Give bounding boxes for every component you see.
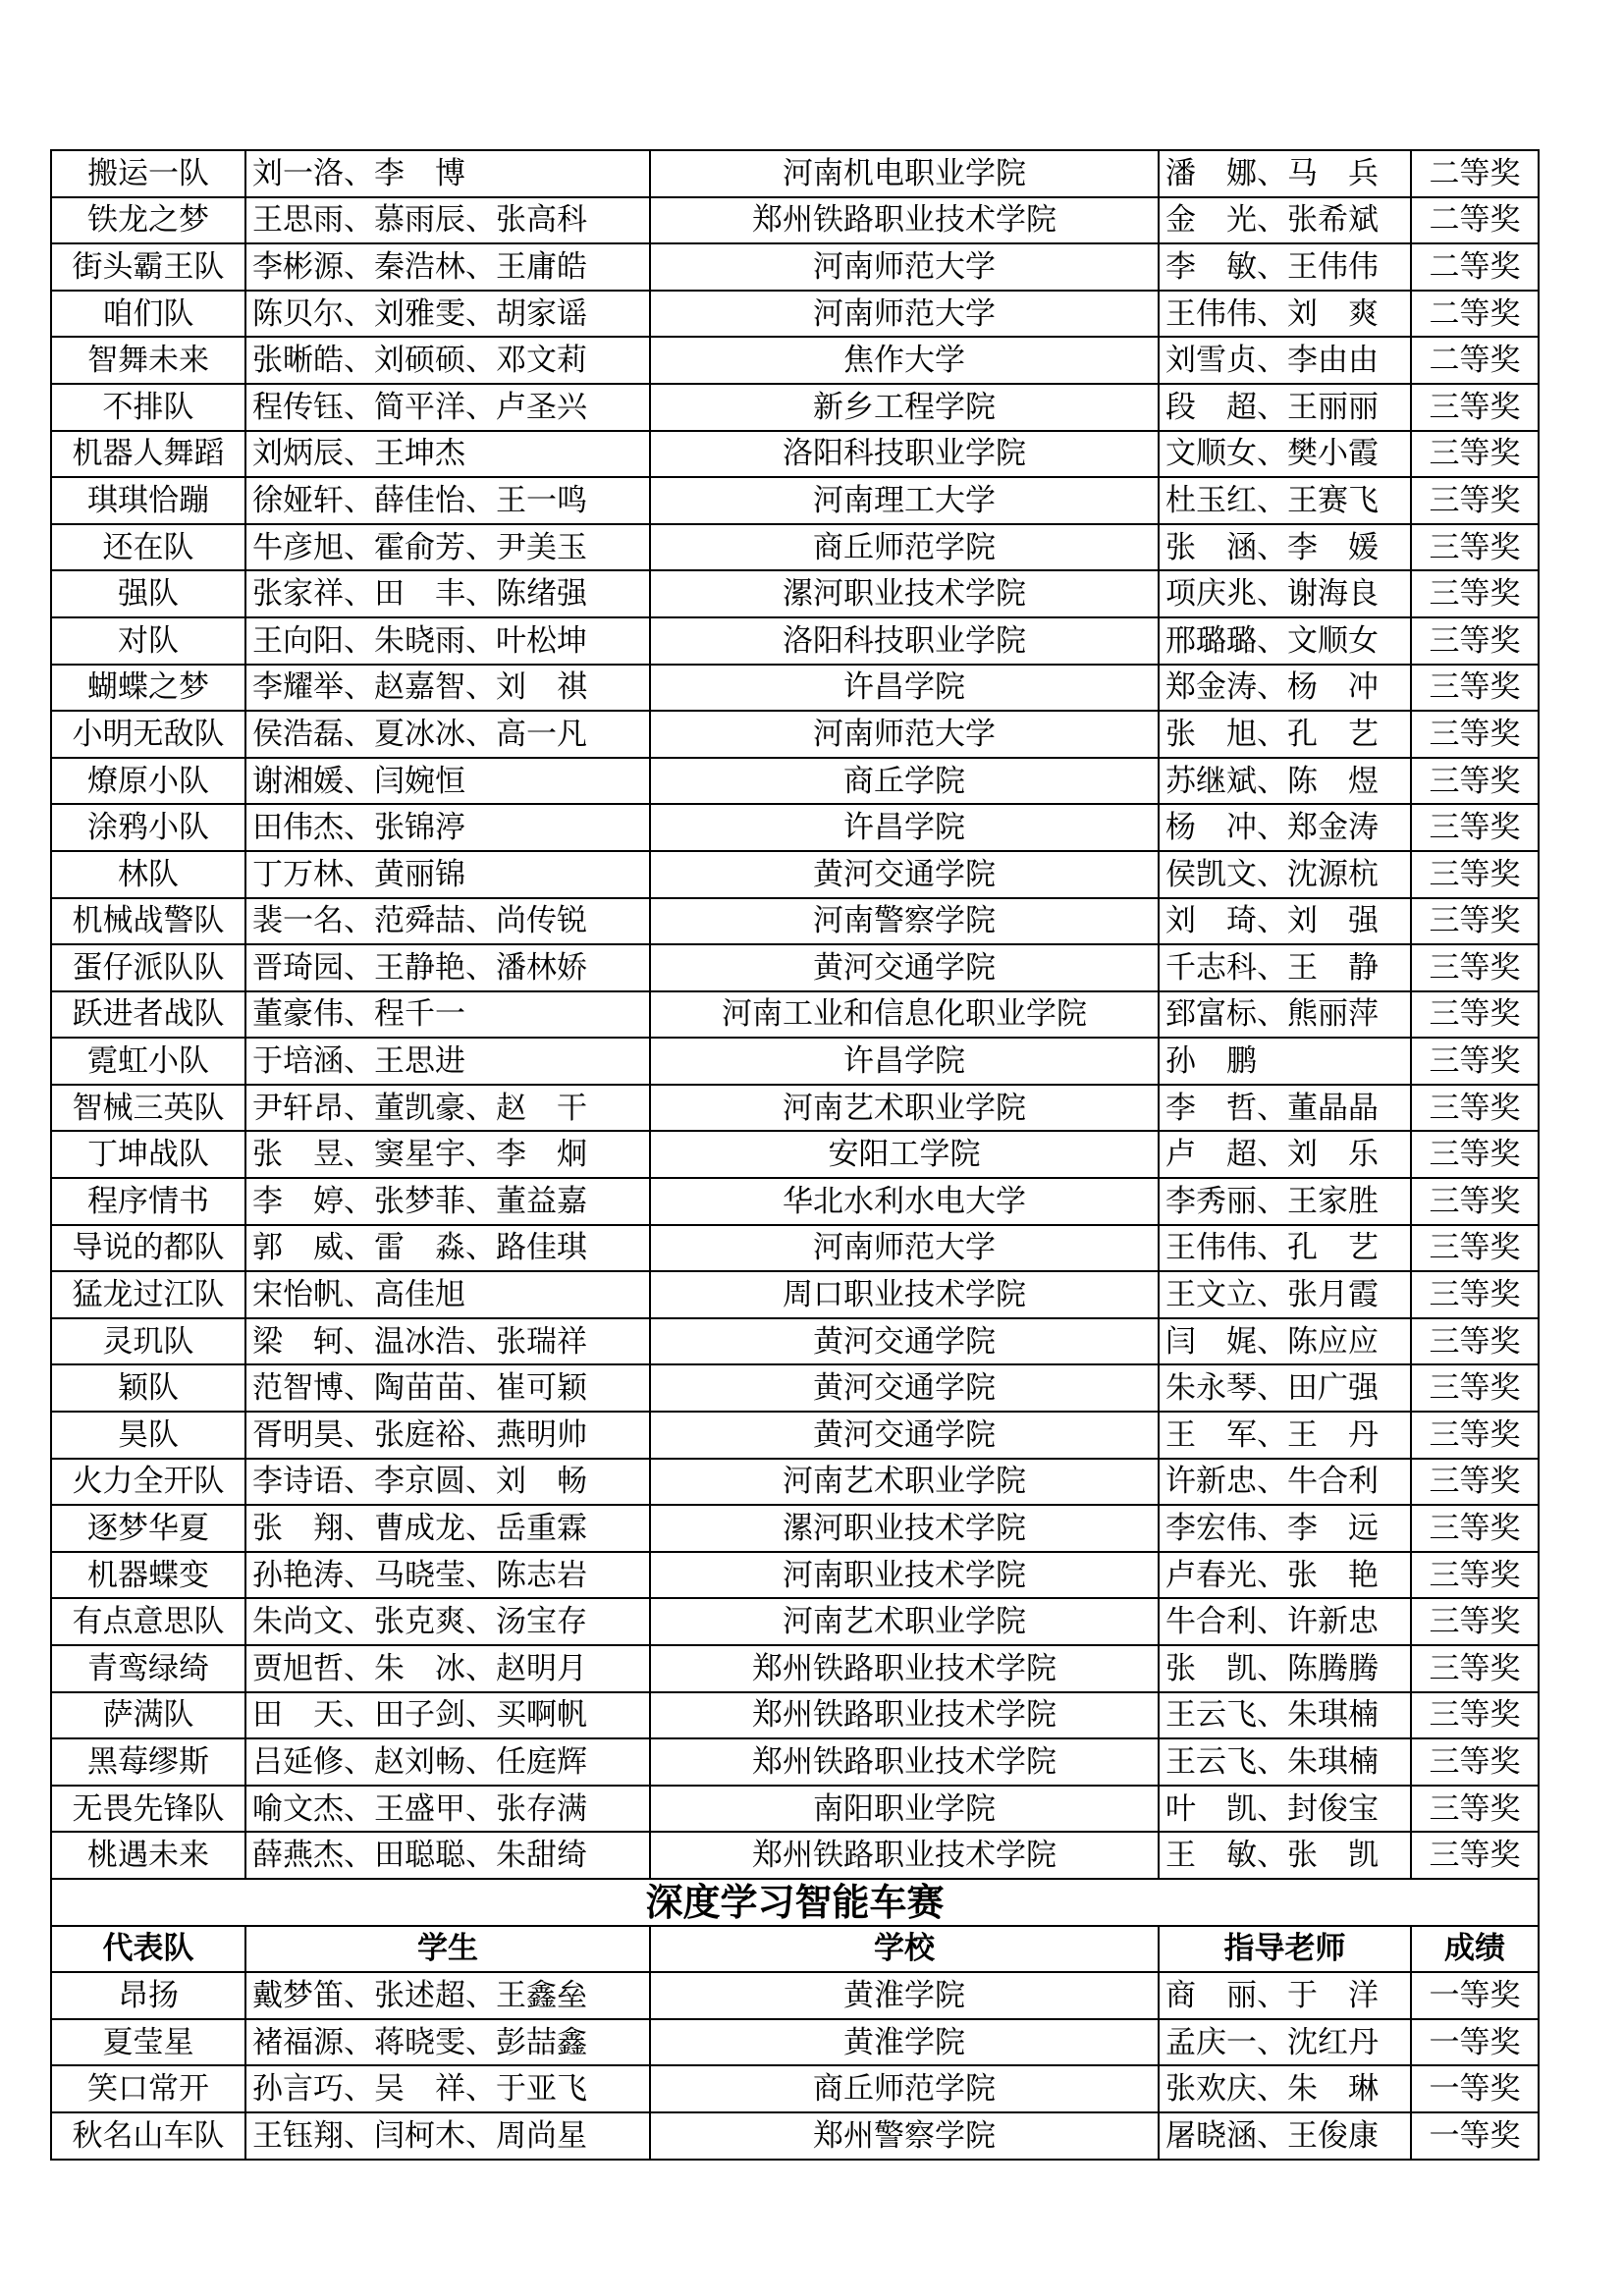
- cell-team: 霓虹小队: [51, 1038, 245, 1085]
- cell-teachers: 王伟伟、刘 爽: [1159, 291, 1411, 338]
- cell-students: 戴梦笛、张述超、王鑫垒: [245, 1972, 650, 2019]
- cell-award: 三等奖: [1411, 1598, 1539, 1645]
- table-row: [51, 431, 1539, 478]
- cell-teachers: 屠晓涵、王俊康: [1159, 2112, 1411, 2160]
- cell-students: 朱尚文、张克爽、汤宝存: [245, 1598, 650, 1645]
- header-students: 学生: [245, 1926, 650, 1973]
- cell-school: 河南警察学院: [650, 898, 1159, 945]
- cell-teachers: 郑金涛、杨 冲: [1159, 665, 1411, 712]
- cell-award: 三等奖: [1411, 1832, 1539, 1879]
- cell-award: 三等奖: [1411, 524, 1539, 571]
- cell-award: 三等奖: [1411, 617, 1539, 665]
- cell-team: 燎原小队: [51, 758, 245, 805]
- cell-team: 火力全开队: [51, 1459, 245, 1506]
- cell-teachers: 卢春光、张 艳: [1159, 1552, 1411, 1599]
- table-row: [51, 477, 1539, 524]
- cell-team: 程序情书: [51, 1178, 245, 1225]
- cell-school: 商丘学院: [650, 758, 1159, 805]
- cell-award: 二等奖: [1411, 243, 1539, 291]
- cell-students: 董豪伟、程千一: [245, 991, 650, 1039]
- table-row: [51, 291, 1539, 338]
- cell-school: 郑州铁路职业技术学院: [650, 1645, 1159, 1692]
- cell-award: 三等奖: [1411, 1738, 1539, 1786]
- cell-teachers: 王文立、张月霞: [1159, 1271, 1411, 1318]
- table-row: [51, 1505, 1539, 1552]
- table-row: [51, 665, 1539, 712]
- cell-school: 河南艺术职业学院: [650, 1085, 1159, 1132]
- cell-team: 萨满队: [51, 1692, 245, 1739]
- cell-team: 桃遇未来: [51, 1832, 245, 1879]
- cell-school: 河南师范大学: [650, 291, 1159, 338]
- cell-school: 郑州铁路职业技术学院: [650, 1692, 1159, 1739]
- cell-teachers: 刘雪贞、李由由: [1159, 337, 1411, 384]
- cell-team: 蝴蝶之梦: [51, 665, 245, 712]
- table-row: [51, 1459, 1539, 1506]
- cell-students: 于培涵、王思进: [245, 1038, 650, 1085]
- cell-team: 逐梦华夏: [51, 1505, 245, 1552]
- cell-teachers: 叶 凯、封俊宝: [1159, 1786, 1411, 1833]
- cell-school: 郑州铁路职业技术学院: [650, 1738, 1159, 1786]
- table-row: [51, 804, 1539, 851]
- cell-students: 李 婷、张梦菲、董益嘉: [245, 1178, 650, 1225]
- section-title: 深度学习智能车赛: [51, 1879, 1539, 1926]
- cell-students: 孙艳涛、马晓莹、陈志岩: [245, 1552, 650, 1599]
- cell-school: 黄河交通学院: [650, 1412, 1159, 1459]
- table-row: [51, 1225, 1539, 1272]
- cell-school: 郑州警察学院: [650, 2112, 1159, 2160]
- cell-award: 三等奖: [1411, 991, 1539, 1039]
- cell-students: 王思雨、慕雨辰、张高科: [245, 197, 650, 244]
- cell-teachers: 王云飞、朱琪楠: [1159, 1692, 1411, 1739]
- cell-award: 三等奖: [1411, 711, 1539, 758]
- table-row: [51, 1318, 1539, 1365]
- cell-students: 孙言巧、吴 祥、于亚飞: [245, 2065, 650, 2112]
- cell-teachers: 李 敏、王伟伟: [1159, 243, 1411, 291]
- cell-teachers: 商 丽、于 洋: [1159, 1972, 1411, 2019]
- cell-team: 有点意思队: [51, 1598, 245, 1645]
- table-row: [51, 1178, 1539, 1225]
- cell-team: 对队: [51, 617, 245, 665]
- results-table: [50, 149, 1540, 2161]
- cell-teachers: 杜玉红、王赛飞: [1159, 477, 1411, 524]
- cell-teachers: 苏继斌、陈 煜: [1159, 758, 1411, 805]
- cell-school: 河南艺术职业学院: [650, 1598, 1159, 1645]
- cell-award: 三等奖: [1411, 1459, 1539, 1506]
- cell-award: 一等奖: [1411, 2065, 1539, 2112]
- cell-teachers: 文顺女、樊小霞: [1159, 431, 1411, 478]
- cell-award: 三等奖: [1411, 570, 1539, 617]
- cell-students: 贾旭哲、朱 冰、赵明月: [245, 1645, 650, 1692]
- cell-students: 李诗语、李京圆、刘 畅: [245, 1459, 650, 1506]
- cell-teachers: 牛合利、许新忠: [1159, 1598, 1411, 1645]
- table-row: [51, 1738, 1539, 1786]
- section-title-row: [51, 1879, 1539, 1926]
- table-row: [51, 243, 1539, 291]
- cell-teachers: 金 光、张希斌: [1159, 197, 1411, 244]
- results-sheet: [50, 149, 1540, 2161]
- cell-teachers: 朱永琴、田广强: [1159, 1364, 1411, 1412]
- cell-teachers: 千志科、王 静: [1159, 944, 1411, 991]
- table-row: [51, 1972, 1539, 2019]
- cell-school: 商丘师范学院: [650, 2065, 1159, 2112]
- cell-teachers: 闫 娓、陈应应: [1159, 1318, 1411, 1365]
- cell-students: 吕延修、赵刘畅、任庭辉: [245, 1738, 650, 1786]
- cell-team: 夏莹星: [51, 2019, 245, 2066]
- cell-school: 安阳工学院: [650, 1131, 1159, 1178]
- cell-school: 河南职业技术学院: [650, 1552, 1159, 1599]
- cell-award: 三等奖: [1411, 1645, 1539, 1692]
- cell-teachers: 侯凯文、沈源杭: [1159, 851, 1411, 898]
- cell-teachers: 王 军、王 丹: [1159, 1412, 1411, 1459]
- cell-award: 三等奖: [1411, 1692, 1539, 1739]
- cell-award: 二等奖: [1411, 150, 1539, 197]
- cell-team: 猛龙过江队: [51, 1271, 245, 1318]
- cell-teachers: 潘 娜、马 兵: [1159, 150, 1411, 197]
- table-row: [51, 617, 1539, 665]
- table-row: [51, 1131, 1539, 1178]
- cell-teachers: 张欢庆、朱 琳: [1159, 2065, 1411, 2112]
- cell-school: 河南工业和信息化职业学院: [650, 991, 1159, 1039]
- cell-award: 一等奖: [1411, 2112, 1539, 2160]
- table-row: [51, 944, 1539, 991]
- table-row: [51, 2019, 1539, 2066]
- cell-school: 周口职业技术学院: [650, 1271, 1159, 1318]
- cell-students: 胥明昊、张庭裕、燕明帅: [245, 1412, 650, 1459]
- cell-team: 不排队: [51, 384, 245, 431]
- cell-school: 许昌学院: [650, 1038, 1159, 1085]
- table-row: [51, 1786, 1539, 1833]
- cell-teachers: 王云飞、朱琪楠: [1159, 1738, 1411, 1786]
- cell-students: 梁 轲、温冰浩、张瑞祥: [245, 1318, 650, 1365]
- cell-students: 程传钰、简平洋、卢圣兴: [245, 384, 650, 431]
- cell-team: 秋名山车队: [51, 2112, 245, 2160]
- table-row: [51, 197, 1539, 244]
- cell-school: 郑州铁路职业技术学院: [650, 1832, 1159, 1879]
- cell-students: 张 翔、曹成龙、岳重霖: [245, 1505, 650, 1552]
- cell-award: 三等奖: [1411, 665, 1539, 712]
- cell-school: 河南艺术职业学院: [650, 1459, 1159, 1506]
- cell-school: 河南师范大学: [650, 243, 1159, 291]
- cell-team: 青鸾绿绮: [51, 1645, 245, 1692]
- cell-teachers: 卢 超、刘 乐: [1159, 1131, 1411, 1178]
- cell-school: 黄河交通学院: [650, 1318, 1159, 1365]
- cell-team: 灵玑队: [51, 1318, 245, 1365]
- cell-school: 河南机电职业学院: [650, 150, 1159, 197]
- table-row: [51, 1038, 1539, 1085]
- cell-students: 侯浩磊、夏冰冰、高一凡: [245, 711, 650, 758]
- cell-school: 河南理工大学: [650, 477, 1159, 524]
- cell-teachers: 许新忠、牛合利: [1159, 1459, 1411, 1506]
- cell-award: 三等奖: [1411, 944, 1539, 991]
- cell-award: 三等奖: [1411, 1225, 1539, 1272]
- cell-school: 商丘师范学院: [650, 524, 1159, 571]
- cell-students: 薛燕杰、田聪聪、朱甜绮: [245, 1832, 650, 1879]
- cell-school: 南阳职业学院: [650, 1786, 1159, 1833]
- table-row: [51, 1271, 1539, 1318]
- table-row: [51, 1692, 1539, 1739]
- cell-teachers: 李宏伟、李 远: [1159, 1505, 1411, 1552]
- table-row: [51, 758, 1539, 805]
- table-row: [51, 1085, 1539, 1132]
- cell-team: 涂鸦小队: [51, 804, 245, 851]
- cell-students: 刘炳辰、王坤杰: [245, 431, 650, 478]
- cell-students: 范智博、陶苗苗、崔可颖: [245, 1364, 650, 1412]
- cell-team: 铁龙之梦: [51, 197, 245, 244]
- header-award: 成绩: [1411, 1926, 1539, 1973]
- cell-school: 河南师范大学: [650, 1225, 1159, 1272]
- cell-award: 三等奖: [1411, 1131, 1539, 1178]
- cell-teachers: 孙 鹏: [1159, 1038, 1411, 1085]
- cell-team: 机器人舞蹈: [51, 431, 245, 478]
- cell-team: 跃进者战队: [51, 991, 245, 1039]
- cell-students: 田伟杰、张锦渟: [245, 804, 650, 851]
- table-row: [51, 150, 1539, 197]
- table-row: [51, 1552, 1539, 1599]
- cell-award: 三等奖: [1411, 1271, 1539, 1318]
- cell-school: 黄淮学院: [650, 1972, 1159, 2019]
- table-row: [51, 570, 1539, 617]
- table-row: [51, 898, 1539, 945]
- cell-award: 三等奖: [1411, 1038, 1539, 1085]
- cell-team: 颖队: [51, 1364, 245, 1412]
- cell-teachers: 杨 冲、郑金涛: [1159, 804, 1411, 851]
- table-row: [51, 337, 1539, 384]
- cell-teachers: 项庆兆、谢海良: [1159, 570, 1411, 617]
- cell-team: 还在队: [51, 524, 245, 571]
- cell-school: 许昌学院: [650, 804, 1159, 851]
- cell-award: 二等奖: [1411, 291, 1539, 338]
- cell-students: 张家祥、田 丰、陈绪强: [245, 570, 650, 617]
- cell-team: 搬运一队: [51, 150, 245, 197]
- cell-school: 黄河交通学院: [650, 944, 1159, 991]
- cell-teachers: 孟庆一、沈红丹: [1159, 2019, 1411, 2066]
- cell-students: 谢湘媛、闫婉恒: [245, 758, 650, 805]
- cell-students: 张晰皓、刘硕硕、邓文莉: [245, 337, 650, 384]
- cell-team: 强队: [51, 570, 245, 617]
- cell-award: 三等奖: [1411, 1412, 1539, 1459]
- cell-students: 尹轩昂、董凯豪、赵 干: [245, 1085, 650, 1132]
- cell-award: 三等奖: [1411, 1786, 1539, 1833]
- cell-school: 河南师范大学: [650, 711, 1159, 758]
- cell-students: 陈贝尔、刘雅雯、胡家谣: [245, 291, 650, 338]
- cell-award: 三等奖: [1411, 1505, 1539, 1552]
- cell-team: 琪琪恰蹦: [51, 477, 245, 524]
- table-row: [51, 1832, 1539, 1879]
- results-table-body: [51, 150, 1539, 1879]
- cell-school: 新乡工程学院: [650, 384, 1159, 431]
- section-header-row: [51, 1926, 1539, 1973]
- cell-award: 三等奖: [1411, 1364, 1539, 1412]
- table-row: [51, 2065, 1539, 2112]
- table-row: [51, 1364, 1539, 1412]
- cell-award: 三等奖: [1411, 1552, 1539, 1599]
- table-row: [51, 524, 1539, 571]
- cell-team: 智舞未来: [51, 337, 245, 384]
- cell-school: 黄河交通学院: [650, 1364, 1159, 1412]
- cell-students: 喻文杰、王盛甲、张存满: [245, 1786, 650, 1833]
- cell-school: 许昌学院: [650, 665, 1159, 712]
- cell-school: 黄河交通学院: [650, 851, 1159, 898]
- cell-teachers: 郅富标、熊丽萍: [1159, 991, 1411, 1039]
- header-team: 代表队: [51, 1926, 245, 1973]
- cell-school: 郑州铁路职业技术学院: [650, 197, 1159, 244]
- cell-award: 三等奖: [1411, 431, 1539, 478]
- cell-school: 黄淮学院: [650, 2019, 1159, 2066]
- cell-team: 黑莓缪斯: [51, 1738, 245, 1786]
- cell-students: 丁万林、黄丽锦: [245, 851, 650, 898]
- cell-award: 二等奖: [1411, 197, 1539, 244]
- table-row: [51, 1645, 1539, 1692]
- table-row: [51, 384, 1539, 431]
- cell-award: 三等奖: [1411, 384, 1539, 431]
- cell-award: 三等奖: [1411, 804, 1539, 851]
- cell-students: 裴一名、范舜喆、尚传锐: [245, 898, 650, 945]
- cell-teachers: 王 敏、张 凯: [1159, 1832, 1411, 1879]
- table-row: [51, 2112, 1539, 2160]
- cell-teachers: 张 旭、孔 艺: [1159, 711, 1411, 758]
- cell-students: 牛彦旭、霍俞芳、尹美玉: [245, 524, 650, 571]
- cell-team: 街头霸王队: [51, 243, 245, 291]
- cell-school: 华北水利水电大学: [650, 1178, 1159, 1225]
- cell-teachers: 邢璐璐、文顺女: [1159, 617, 1411, 665]
- cell-teachers: 李秀丽、王家胜: [1159, 1178, 1411, 1225]
- cell-students: 徐娅轩、薛佳怡、王一鸣: [245, 477, 650, 524]
- cell-award: 三等奖: [1411, 758, 1539, 805]
- cell-school: 洛阳科技职业学院: [650, 431, 1159, 478]
- cell-students: 褚福源、蒋晓雯、彭喆鑫: [245, 2019, 650, 2066]
- cell-students: 田 天、田子剑、买啊帆: [245, 1692, 650, 1739]
- cell-school: 漯河职业技术学院: [650, 1505, 1159, 1552]
- section-table-body: [51, 1972, 1539, 2159]
- cell-award: 三等奖: [1411, 1178, 1539, 1225]
- table-row: [51, 851, 1539, 898]
- cell-students: 张 昱、窦星宇、李 炯: [245, 1131, 650, 1178]
- table-row: [51, 711, 1539, 758]
- cell-award: 三等奖: [1411, 1085, 1539, 1132]
- cell-teachers: 张 涵、李 媛: [1159, 524, 1411, 571]
- table-row: [51, 1412, 1539, 1459]
- cell-award: 三等奖: [1411, 477, 1539, 524]
- cell-award: 二等奖: [1411, 337, 1539, 384]
- cell-teachers: 张 凯、陈腾腾: [1159, 1645, 1411, 1692]
- cell-team: 小明无敌队: [51, 711, 245, 758]
- cell-team: 机器蝶变: [51, 1552, 245, 1599]
- cell-students: 宋怡帆、高佳旭: [245, 1271, 650, 1318]
- cell-teachers: 刘 琦、刘 强: [1159, 898, 1411, 945]
- cell-team: 导说的都队: [51, 1225, 245, 1272]
- cell-award: 三等奖: [1411, 851, 1539, 898]
- cell-team: 无畏先锋队: [51, 1786, 245, 1833]
- cell-award: 三等奖: [1411, 1318, 1539, 1365]
- cell-students: 李耀举、赵嘉智、刘 祺: [245, 665, 650, 712]
- header-school: 学校: [650, 1926, 1159, 1973]
- cell-award: 一等奖: [1411, 1972, 1539, 2019]
- cell-teachers: 段 超、王丽丽: [1159, 384, 1411, 431]
- cell-team: 蛋仔派队队: [51, 944, 245, 991]
- cell-teachers: 李 哲、董晶晶: [1159, 1085, 1411, 1132]
- cell-team: 笑口常开: [51, 2065, 245, 2112]
- cell-team: 机械战警队: [51, 898, 245, 945]
- cell-students: 刘一洛、李 博: [245, 150, 650, 197]
- cell-award: 一等奖: [1411, 2019, 1539, 2066]
- cell-team: 智械三英队: [51, 1085, 245, 1132]
- cell-team: 昊队: [51, 1412, 245, 1459]
- cell-students: 晋琦园、王静艳、潘林娇: [245, 944, 650, 991]
- cell-students: 郭 威、雷 淼、路佳琪: [245, 1225, 650, 1272]
- section-block: [51, 1879, 1539, 1972]
- cell-school: 漯河职业技术学院: [650, 570, 1159, 617]
- cell-students: 李彬源、秦浩林、王庸皓: [245, 243, 650, 291]
- cell-students: 王钰翔、闫柯木、周尚星: [245, 2112, 650, 2160]
- table-row: [51, 991, 1539, 1039]
- cell-teachers: 王伟伟、孔 艺: [1159, 1225, 1411, 1272]
- cell-students: 王向阳、朱晓雨、叶松坤: [245, 617, 650, 665]
- cell-team: 咱们队: [51, 291, 245, 338]
- cell-school: 焦作大学: [650, 337, 1159, 384]
- cell-team: 林队: [51, 851, 245, 898]
- cell-team: 丁坤战队: [51, 1131, 245, 1178]
- cell-school: 洛阳科技职业学院: [650, 617, 1159, 665]
- cell-award: 三等奖: [1411, 898, 1539, 945]
- header-teachers: 指导老师: [1159, 1926, 1411, 1973]
- table-row: [51, 1598, 1539, 1645]
- cell-team: 昂扬: [51, 1972, 245, 2019]
